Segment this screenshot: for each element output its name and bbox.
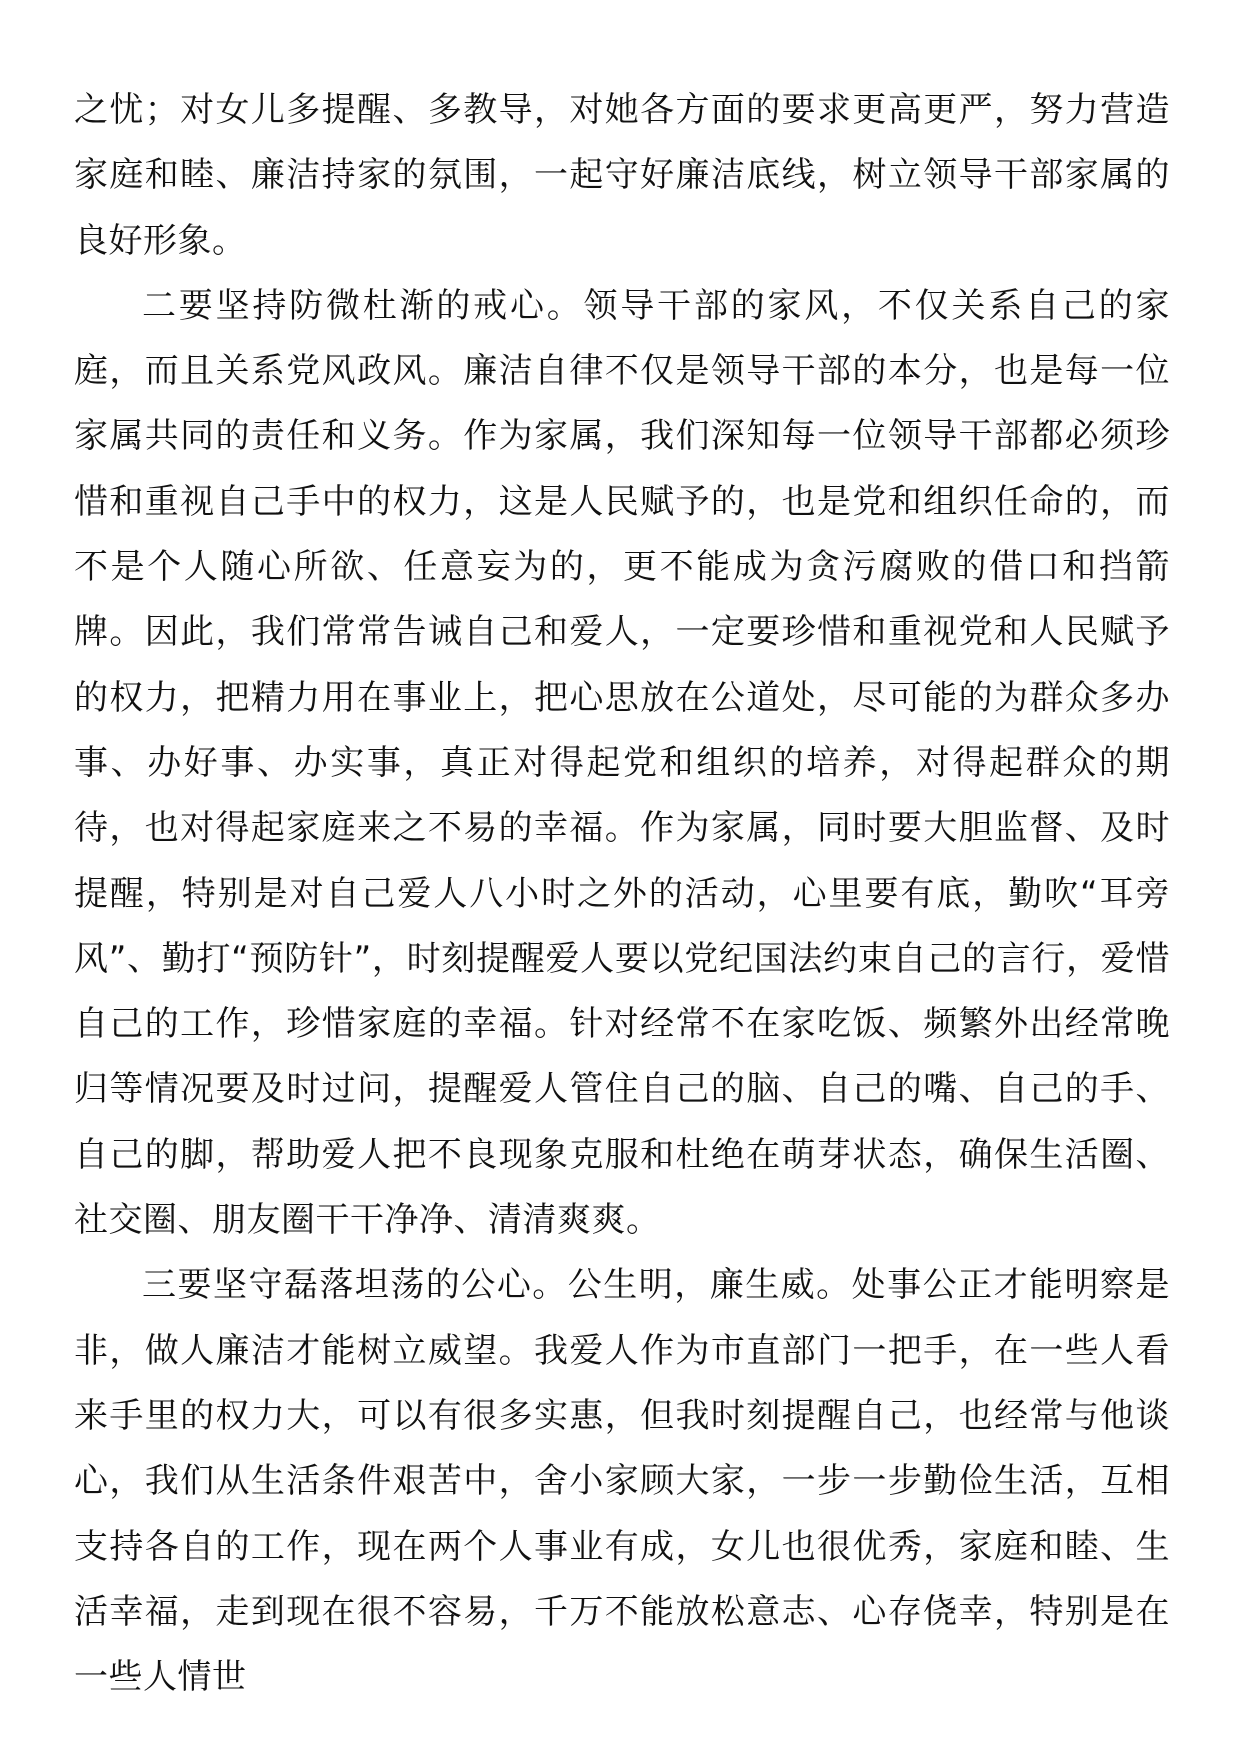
paragraph-vigilance: 二要坚持防微杜渐的戒心。领导干部的家风，不仅关系自己的家庭，而且关系党风政风。廉洁自律不仅是领导干部的本分，也是每一位家属共同的责任和义务。作为家属，我们深知每一位领导干部都必须珍惜和重视自己手中的权力，这是人民赋予的，也是党和组织任命的，而不是个人随心所欲、任意妄为的，更不能成为贪污腐败的借口和挡箭牌。因此，我们常常告诫自己和爱人，一定要珍惜和重视党和人民赋予的权力，把精力用在事业上，把心思放在公道处，尽可能的为群众多办事、办好事、办实事，真正对得起党和组织的培养，对得起群众的期待，也对得起家庭来之不易的幸福。作为家属，同时要大胆监督、及时提醒，特别是对自己爱人八小时之外的活动，心里要有底，勤吹“耳旁风”、勤打“预防针”，时刻提醒爱人要以党纪国法约束自己的言行，爱惜自己的工作，珍惜家庭的幸福。针对经常不在家吃饭、频繁外出经常晚归等情况要及时过问，提醒爱人管住自己的脑、自己的嘴、自己的手、自己的脚，帮助爱人把不良现象克服和杜绝在萌芽状态，确保生活圈、社交圈、朋友圈干干净净、清清爽爽。 (74, 285, 1170, 1241)
paragraph-continuation: 之忧；对女儿多提醒、多教导，对她各方面的要求更高更严，努力营造家庭和睦、廉洁持家的氛围，一起守好廉洁底线，树立领导干部家属的良好形象。 (74, 90, 1170, 261)
paragraph-integrity: 三要坚守磊落坦荡的公心。公生明，廉生威。处事公正才能明察是非，做人廉洁才能树立威望。我爱人作为市直部门一把手，在一些人看来手里的权力大，可以有很多实惠，但我时刻提醒自己，也经常与他谈心，我们从生活条件艰苦中，舍小家顾大家，一步一步勤俭生活，互相支持各自的工作，现在两个人事业有成，女儿也很优秀，家庭和睦、生活幸福，走到现在很不容易，千万不能放松意志、心存侥幸，特别是在一些人情世 (74, 1265, 1170, 1698)
document-page (74, 78, 1170, 1710)
